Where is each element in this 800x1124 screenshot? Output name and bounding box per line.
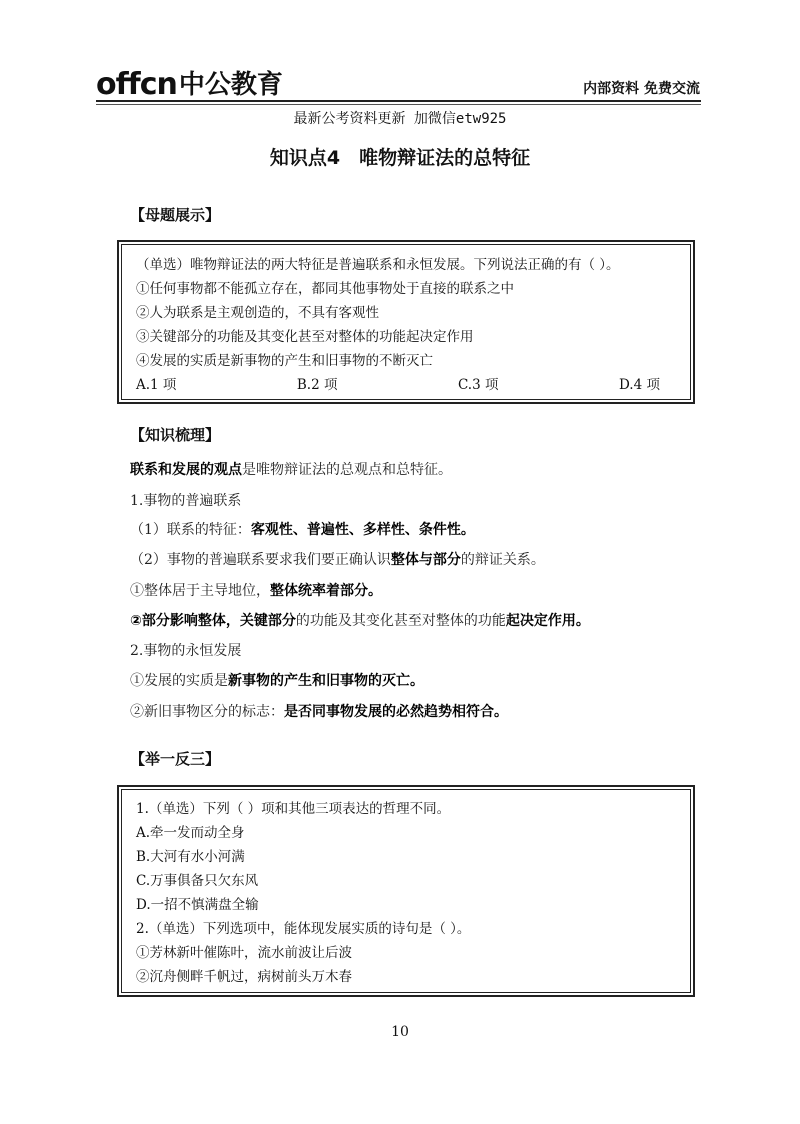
practice-line: 2.（单选）下列选项中，能体现发展实质的诗句是（ ）。 (136, 921, 471, 937)
section-heading-example: 【母题展示】 (130, 206, 221, 224)
knowledge-intro (130, 459, 452, 481)
practice-line: B.大河有水小河满 (136, 849, 245, 865)
knowledge-point (130, 580, 382, 602)
example-question: （单选）唯物辩证法的两大特征是普遍联系和永恒发展。下列说法正确的有（ ）。 (136, 257, 620, 273)
knowledge-bold: 新事物的产生和旧事物的灭亡。 (228, 673, 424, 689)
logo-latin-text: offcn (96, 67, 177, 102)
knowledge-bold: 是否同事物发展的必然趋势相符合。 (284, 704, 508, 720)
option-a: A.1 项 (136, 377, 177, 393)
knowledge-text: 的辩证关系。 (460, 552, 545, 568)
practice-line: C.万事俱备只欠东风 (136, 873, 259, 889)
knowledge-text: ②新旧事物区分的标志： (130, 704, 284, 720)
section-heading-knowledge: 【知识梳理】 (130, 426, 221, 444)
knowledge-heading-2: 2.事物的永恒发展 (130, 643, 242, 659)
knowledge-text: ①整体居于主导地位， (130, 583, 270, 599)
knowledge-heading-1: 1.事物的普遍联系 (130, 493, 242, 509)
header-divider-thin (96, 104, 701, 105)
option-b: B.2 项 (296, 377, 338, 393)
knowledge-text: （2）事物的普遍联系要求我们要正确认识 (130, 552, 391, 568)
offcn-logo (96, 67, 283, 102)
knowledge-intro-bold: 联系和发展的观点 (130, 462, 242, 478)
practice-question-box (117, 785, 695, 997)
page-title: 知识点4 唯物辩证法的总特征 (269, 147, 531, 169)
section-heading-practice: 【举一反三】 (130, 750, 221, 768)
practice-line: D.一招不慎满盘全输 (136, 897, 259, 913)
practice-line: 1.（单选）下列（ ）项和其他三项表达的哲理不同。 (136, 801, 451, 817)
knowledge-point (130, 670, 424, 692)
knowledge-point (130, 549, 545, 571)
practice-line: ②沉舟侧畔千帆过，病树前头万木春 (136, 969, 352, 985)
example-statement: ③关键部分的功能及其变化甚至对整体的功能起决定作用 (136, 329, 474, 345)
update-note: 最新公考资料更新 加微信etw925 (293, 111, 507, 127)
practice-line: A.牵一发而动全身 (136, 825, 245, 841)
knowledge-bold: 整体与部分 (390, 552, 461, 568)
option-d: D.4 项 (618, 377, 660, 393)
example-statement: ②人为联系是主观创造的，不具有客观性 (136, 305, 379, 321)
knowledge-text: ①发展的实质是 (130, 673, 228, 689)
example-statement: ④发展的实质是新事物的产生和旧事物的不断灭亡 (136, 353, 433, 369)
knowledge-intro-text: 是唯物辩证法的总观点和总特征。 (242, 462, 452, 478)
knowledge-bold: 整体统率着部分。 (270, 583, 382, 599)
knowledge-point (130, 701, 508, 723)
example-options (136, 375, 660, 395)
header-divider (96, 100, 701, 102)
knowledge-bold: 客观性、普遍性、多样性、条件性。 (250, 522, 475, 538)
knowledge-text: （1）联系的特征： (130, 522, 251, 538)
option-c: C.3 项 (457, 377, 499, 393)
example-question-box (117, 240, 695, 404)
knowledge-point (130, 519, 475, 541)
practice-line: ①芳林新叶催陈叶，流水前波让后波 (136, 945, 352, 961)
knowledge-bold: 起决定作用。 (505, 613, 590, 629)
page-number: 10 (391, 1024, 409, 1040)
knowledge-bold: ②部分影响整体，关键部分 (130, 613, 296, 629)
knowledge-point (130, 610, 590, 632)
knowledge-text: 的功能及其变化甚至对整体的功能 (295, 613, 506, 629)
header-right-label: 内部资料 免费交流 (583, 81, 700, 97)
logo-chinese-text: 中公教育 (178, 70, 283, 100)
example-statement: ①任何事物都不能孤立存在，都同其他事物处于直接的联系之中 (136, 281, 514, 297)
